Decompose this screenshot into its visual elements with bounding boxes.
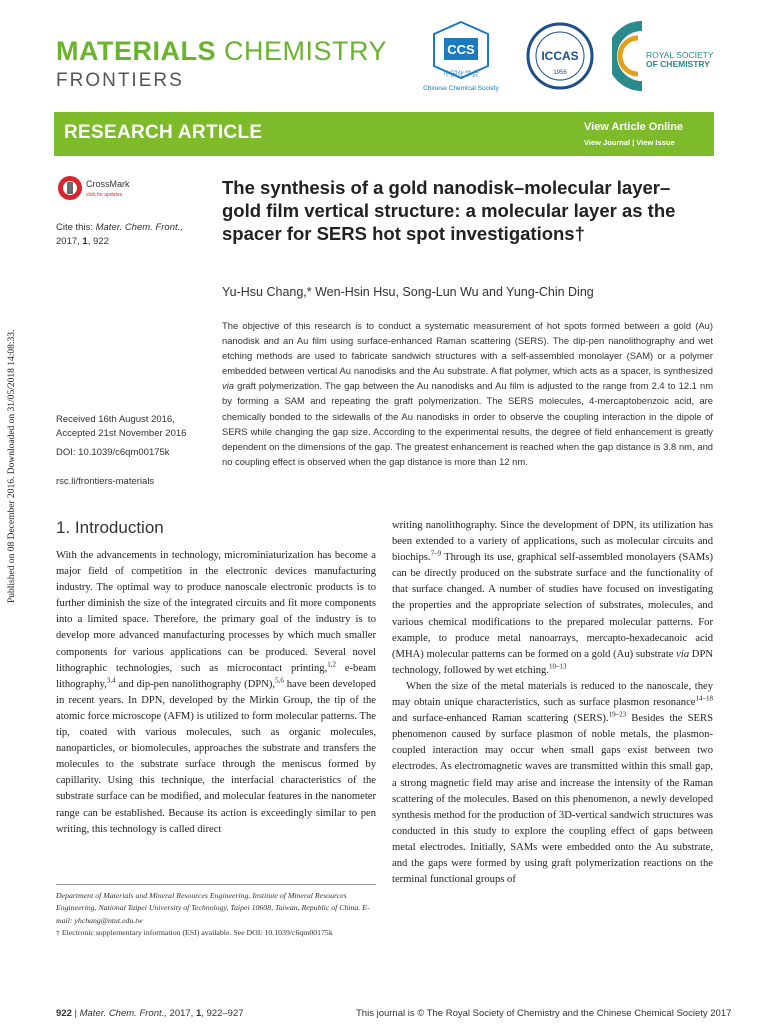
crossmark-badge[interactable] xyxy=(56,174,156,204)
footnote-divider xyxy=(56,884,376,885)
publication-sidebar-note xyxy=(4,285,18,605)
citation-info: Cite this: Mater. Chem. Front., 2017, 1, 922 xyxy=(56,222,183,247)
intro-left-column xyxy=(56,548,376,838)
page-footer-citation: 922 | Mater. Chem. Front., 2017, 1, 922–927 xyxy=(56,1008,244,1019)
journal-name: MATERIALS CHEMISTRY xyxy=(56,36,388,66)
intro-right-column xyxy=(392,518,713,888)
view-article-online-link[interactable]: View Article Online xyxy=(584,121,684,133)
intro-paragraph: With the advancements in technology, microminiaturization has become a major field of competition in the electronic devices manufacturing industry. The optimal way to produce nanoscale electronic products is to further diminish the size of the integrated circuits and fit more components into a limited space. Therefore, the primary goal of the industry is to develop more advanced manufacturing processes by which much smaller components for various applications can be produced. Several novel lithographic technologies, such as microcontact printing,$^{1,2}$ e-beam lithography,$^{3,4}$ and dip-pen nanolithography (DPN),$^{5,6}$ have been developed in recent years. In DPN, developed by the Mirkin Group, the tip of the atomic force microscope (AFM) is utilized to form molecular patterns. The tip, coated with various molecules, such as organic molecules, nanoparticles, or biomolecules, approaches the substrate and transfers the molecules to the substrate surface through the meniscus formed by capillarity. Using this technique, the interfacial characteristics of the substrate surface can be modified, and molecular features in the nanometer range can be established. Because its action is exceedingly similar to pen writing, this technology is called direct xyxy=(56,550,376,835)
intro-paragraph: When the size of the metal materials is reduced to the nanoscale, they may obtain unique characteristics, such as surface plasmon resonance$^{14-18}$ and surface-enhanced Raman scattering (SERS).$^{19-23}$ Besides the SERS phenomenon caused by surface plasmon of noble metals, the plasmon-coupled interaction may occur when small gaps exist between two electrodes. As electromagnetic waves are transmitted within this small gap, a strong magnetic field may arise and increase the intensity of the Raman scattering of the molecules. Based on this phenomenon, a newly developed synthesis method for the production of 3D-vertical sandwich structures was conducted in this study to explore the coupling effect of gaps between metal electrodes. Initially, SAMs were embedded onto the Au substrate, and the gaps were formed by using graft polymerization reactions on the terminal functional groups of xyxy=(392,680,713,886)
doi-text[interactable]: DOI: 10.1039/c6qm00175k xyxy=(56,447,170,458)
reference-link[interactable]: 1,2 xyxy=(327,660,336,669)
journal-subtitle: FRONTIERS xyxy=(56,70,184,91)
ccs-logo-caption-en: Chinese Chemical Society xyxy=(423,85,499,92)
reference-link[interactable]: 3,4 xyxy=(106,676,116,685)
iccas-logo-text: ICCAS xyxy=(541,49,579,63)
article-type-label: RESEARCH ARTICLE xyxy=(64,122,263,143)
rsc-logo-line1: ROYAL SOCIETY xyxy=(646,50,714,60)
reference-link[interactable]: 19–23 xyxy=(608,710,627,719)
affiliation-footnote: Department of Materials and Mineral Resources Engineering, Institute of Mineral Resources Engineering, National Taipei University of Technology, Taipei 10608, Taiwan, Republic of China. E-mail: yhchang@ntut.edu.tw xyxy=(56,891,370,925)
iccas-logo xyxy=(526,22,594,90)
intro-paragraph: writing nanolithography. Since the development of DPN, its utilization has been extended to a variety of applications, such as molecular circuits and biochips.$^{7-9}$ Through its use, graphical self-assembled monolayers (SAMs) can be directly produced on the substrate surface and the functionality of that surface changed. A number of studies have focused on investigating the properties and the appropriate selection of substrates, molecules, and various chemical modifications to the prepared molecular patterns. For example, to produce metal nanoarrays, mercapto-hexadecanoic acid (MHA) molecular patterns can be formed on a gold (Au) substrate via DPN technology, followed by wet etching.$^{10-13}$ xyxy=(392,520,713,676)
received-dates: Received 16th August 2016, Accepted 21st November 2016 xyxy=(56,414,187,439)
reference-link[interactable]: 14–18 xyxy=(695,694,713,703)
crossmark-label: CrossMark xyxy=(86,179,130,189)
abstract: The objective of this research is to conduct a systematic measurement of hot spots formed between a gold (Au) nanodisk and an Au film using surface-enhanced Raman scattering (SERS). The dip-pen nanolithography and wet etching methods are used to fabricate sandwich structures with a self-assembled monolayer (SAM) or a polymer embedded between vertical Au nanodisks and the Au substrate. A flat polymer, which acts as a spacer, is synthesized via graft polymerization. The gap between the Au nanodisks and Au film is adjusted to the range from 2.4 to 12.1 nm by forming a SAM and repeating the graft polymerization. The SERS molecules, 4-mercaptobenzoic acid, are chemically bonded to the sidewalls of the Au nanodisks in order to observe the coupling interaction in the dipole of SERS while changing the gap size. According to the experimental results, the degree of field enhancement is greatly dependent on the dimensions of the gap. The greatest enhancement is reached when the gap distance is 3.8 nm, and no coupling effect is observed when the gap distance is more than 12 nm. xyxy=(222,320,713,467)
rsc-logo xyxy=(612,20,722,92)
author-list: Yu-Hsu Chang,* Wen-Hsin Hsu, Song-Lun Wu and Yung-Chin Ding xyxy=(222,285,594,299)
publication-note-text: Published on 08 December 2016. Downloaded on 31/05/2018 14:08:33. xyxy=(7,329,17,603)
footnotes xyxy=(56,890,376,940)
ccs-logo xyxy=(420,20,502,96)
rsc-link[interactable]: rsc.li/frontiers-materials xyxy=(56,476,155,487)
esi-footnote: † Electronic supplementary information (ESI) available. See DOI: 10.1039/c6qm00175k xyxy=(56,928,333,938)
iccas-logo-year: 1956 xyxy=(553,70,567,76)
reference-link[interactable]: 10–13 xyxy=(549,662,567,671)
view-journal-issue-links[interactable]: View Journal | View Issue xyxy=(584,138,675,147)
article-title: The synthesis of a gold nanodisk–molecular layer–gold film vertical structure: a molecular layer as the spacer for SERS hot spot investigations† xyxy=(222,177,676,244)
ccs-logo-caption-cn: 中国化学会 xyxy=(443,70,479,78)
crossmark-sub: click for updates xyxy=(86,192,123,198)
reference-link[interactable]: 5,6 xyxy=(275,676,284,685)
reference-link[interactable]: 7–9 xyxy=(430,549,442,558)
ccs-logo-text: CCS xyxy=(447,42,475,57)
section-heading-introduction: 1. Introduction xyxy=(56,518,164,537)
page-footer-copyright: This journal is © The Royal Society of Chemistry and the Chinese Chemical Society 2017 xyxy=(356,1008,732,1019)
rsc-logo-line2: OF CHEMISTRY xyxy=(646,59,710,69)
